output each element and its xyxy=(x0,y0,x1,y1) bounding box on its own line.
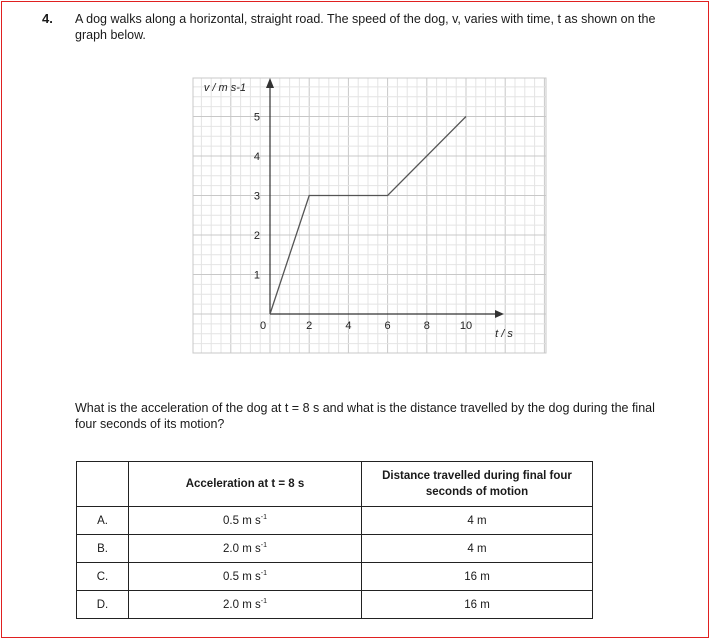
header-acceleration: Acceleration at t = 8 s xyxy=(129,462,362,507)
acceleration-value: 2.0 m $s^{-1}$ xyxy=(129,535,362,563)
table-row xyxy=(77,563,593,591)
y-tick-label: 2 xyxy=(253,230,260,242)
acceleration-value: 0.5 m $s^{-1}$ xyxy=(129,563,362,591)
axes xyxy=(266,78,504,318)
x-tick-label: 4 xyxy=(345,320,352,332)
x-tick-label: 8 xyxy=(423,320,430,332)
tick-labels xyxy=(254,112,472,333)
x-axis-arrow xyxy=(495,310,504,318)
acceleration-value: 2.0 m $s^{-1}$ xyxy=(129,591,362,619)
y-axis-arrow xyxy=(266,78,274,88)
table-header-row xyxy=(77,462,593,507)
y-axis-label: v / m s-1 xyxy=(203,82,246,94)
option-label: A. xyxy=(77,507,129,535)
distance-value: 4 m xyxy=(362,507,593,535)
distance-value: 16 m xyxy=(362,563,593,591)
table-row xyxy=(77,535,593,563)
distance-value: 4 m xyxy=(362,535,593,563)
answer-table xyxy=(76,461,593,619)
x-tick-label: 0 xyxy=(259,320,267,332)
grid xyxy=(193,78,546,353)
header-option xyxy=(77,462,129,507)
y-tick-label: 1 xyxy=(253,269,260,282)
x-tick-label: 2 xyxy=(306,320,313,332)
question-text: A dog walks along a horizontal, straight road. The speed of the dog, v, varies with time, t as shown on the graph below. xyxy=(75,12,656,42)
option-label: B. xyxy=(77,535,129,563)
y-tick-label: 3 xyxy=(253,190,260,203)
question-prompt: What is the acceleration of the dog at t = 8 s and what is the distance travelled by the dog during the final four seconds of its motion? xyxy=(75,401,655,431)
option-label: C. xyxy=(77,563,129,591)
table-row xyxy=(77,507,593,535)
distance-value: 16 m xyxy=(362,591,593,619)
acceleration-value: 0.5 m $s^{-1}$ xyxy=(129,507,362,535)
table-row xyxy=(77,591,593,619)
question-number: 4. xyxy=(42,11,53,26)
x-tick-label: 6 xyxy=(384,320,391,332)
option-label: D. xyxy=(77,591,129,619)
header-distance: Distance travelled during final four seconds of motion xyxy=(362,462,593,507)
y-tick-label: 4 xyxy=(253,151,260,163)
speed-time-graph xyxy=(190,75,550,357)
x-axis-label: t / s xyxy=(495,328,513,340)
x-tick-label: 10 xyxy=(459,320,473,332)
y-tick-label: 5 xyxy=(253,111,260,124)
